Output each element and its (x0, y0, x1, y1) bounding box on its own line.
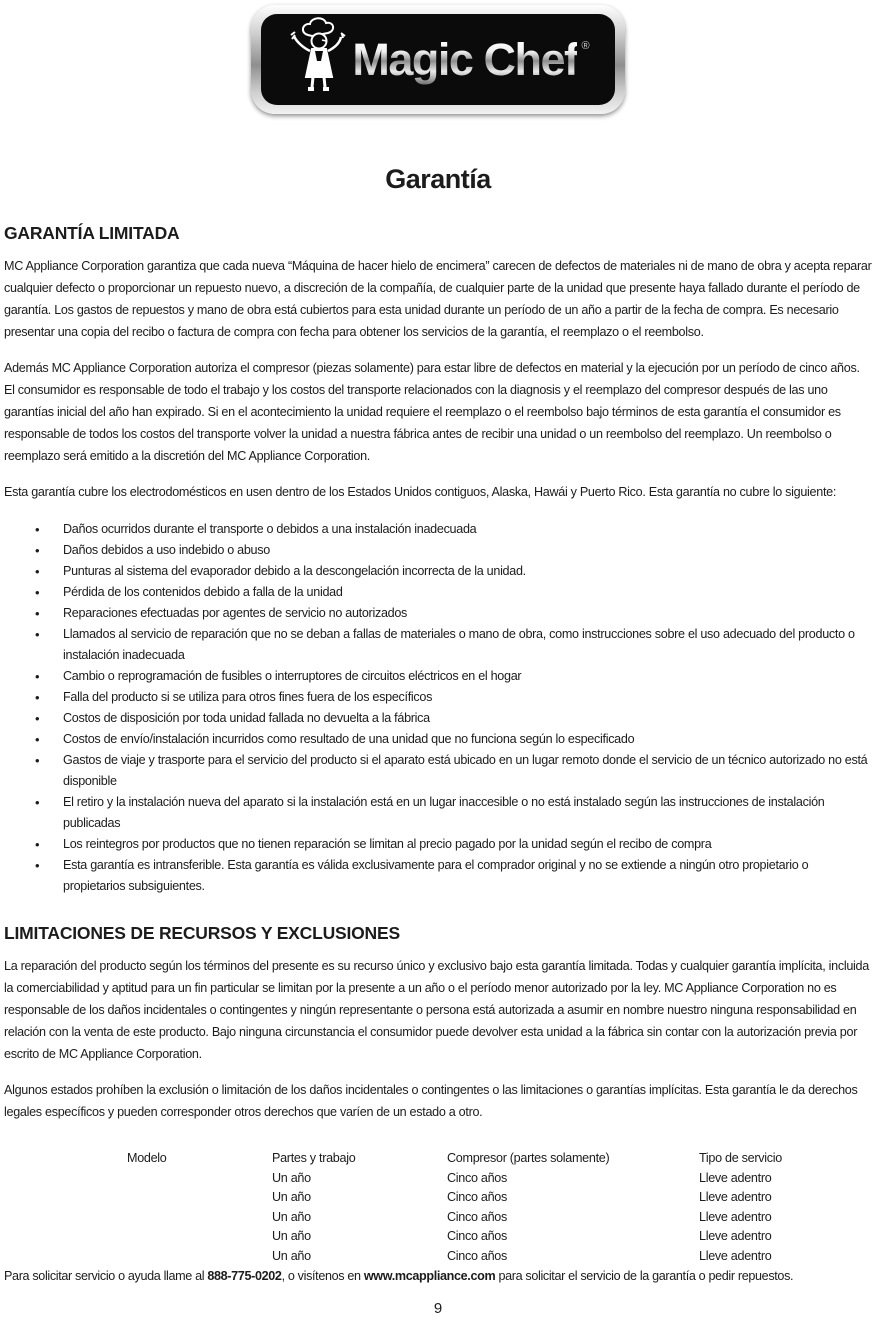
table-cell (127, 1188, 272, 1208)
table-cell: Cinco años (447, 1190, 508, 1204)
table-cell: Un año (272, 1209, 311, 1224)
table-cell (127, 1169, 272, 1189)
exclusion-item: • Reparaciones efectuadas por agentes de servicio no autorizados (35, 603, 872, 624)
exclusion-item: • Los reintegros por productos que no tienen reparación se limitan al precio pagado por la unidad según el recibo de compra (35, 834, 872, 855)
service-text-after: para solicitar el servicio de la garantía o pedir repuestos. (495, 1269, 794, 1283)
table-cell: Un año (272, 1170, 311, 1185)
table-header-modelo: Modelo (127, 1151, 167, 1165)
service-text-before-phone: Para solicitar servicio o ayuda llame al (4, 1269, 208, 1283)
page-number: 9 (433, 1300, 443, 1317)
magic-chef-logo (251, 5, 625, 114)
table-cell: Lleve adentro (699, 1190, 772, 1204)
exclusion-item: • Llamados al servicio de reparación que no se deban a fallas de materiales o mano de obra, como instrucciones sobre el uso adecuado del producto o instalación inadecuada (35, 624, 872, 666)
table-cell: Cinco años (447, 1209, 508, 1224)
limited-warranty-paragraph: Además MC Appliance Corporation autoriza el compresor (piezas solamente) para estar libre de defectos en material y la ejecución por un período de cinco años. El consumidor es responsable de todo el trabajo y los costos del transporte relacionados con la diagnosis y el reemplazo del compresor después de las uno garantías inicial del año han expirado. Si en el acontecimiento la unidad requiere el reemplazo o el reembolso bajo términos de esta garantía el consumidor es responsable de todos los costos del transporte volver la unidad a nuestra fábrica antes de recibir una unidad o un reembolso del reemplazo. Un reembolso o reemplazo será emitido a la discretión del MC Appliance Corporation. (4, 361, 860, 463)
table-header-compresor: Compresor (partes solamente) (447, 1151, 610, 1165)
table-cell: Cinco años (447, 1229, 508, 1243)
exclusion-item: • Cambio o reprogramación de fusibles o interruptores de circuitos eléctricos en el hogar (35, 666, 872, 687)
service-website: www.mcappliance.com (363, 1269, 496, 1283)
table-header-partes: Partes y trabajo (272, 1151, 356, 1165)
table-cell: Cinco años (447, 1170, 508, 1185)
magic-chef-logo-plate (261, 14, 615, 105)
brand-wordmark: Magic Chef (352, 33, 578, 85)
limited-warranty-paragraph: Esta garantía cubre los electrodomésticos en usen dentro de los Estados Unidos contiguos, Alaska, Hawái y Puerto Rico. Esta garantía no cubre lo siguiente: (4, 485, 837, 499)
footer (4, 1266, 872, 1323)
limitations-heading: LIMITACIONES DE RECURSOS Y EXCLUSIONES (4, 923, 400, 943)
exclusion-item: • Punturas al sistema del evaporador debido a la descongelación incorrecta de la unidad. (35, 561, 872, 582)
limitations-paragraph: Algunos estados prohíben la exclusión o limitación de los daños incidentales o contingentes o las limitaciones o garantías implícitas. Esta garantía le da derechos legales específicos y pueden corresponder otros derechos que varíen de un estado a otro. (4, 1083, 858, 1119)
table-cell: Lleve adentro (699, 1170, 772, 1185)
table-cell: Lleve adentro (699, 1229, 772, 1243)
table-cell (127, 1227, 272, 1247)
table-cell: Un año (272, 1229, 311, 1243)
table-cell (127, 1247, 272, 1267)
warranty-coverage-table (127, 1149, 872, 1266)
table-cell: Lleve adentro (699, 1248, 772, 1263)
service-phone-number: 888-775-0202 (207, 1269, 282, 1283)
exclusion-item: • Esta garantía es intransferible. Esta garantía es válida exclusivamente para el comprador original y no se extiende a ningún otro propietario o propietarios subsiguientes. (35, 855, 872, 897)
exclusion-item: • El retiro y la instalación nueva del aparato si la instalación está en un lugar inaccesible o no está instalado según las instrucciones de instalación publicadas (35, 792, 872, 834)
table-header-tipo: Tipo de servicio (699, 1151, 782, 1165)
exclusion-item: • Falla del producto si se utiliza para otros fines fuera de los específicos (35, 687, 872, 708)
exclusion-item: • Costos de envío/instalación incurridos como resultado de una unidad que no funciona según lo especificado (35, 729, 872, 750)
service-contact-line (4, 1266, 872, 1286)
exclusion-item: • Pérdida de los contenidos debido a falla de la unidad (35, 582, 872, 603)
limited-warranty-heading: GARANTÍA LIMITADA (4, 223, 180, 243)
limited-warranty-paragraph: MC Appliance Corporation garantiza que cada nueva “Máquina de hacer hielo de encimera” carecen de defectos de materiales ni de mano de obra y acepta reparar cualquier defecto o proporcionar un repuesto nuevo, a discreción de la compañía, de cualquier parte de la unidad que presente haya fallado durante el período de garantía. Los gastos de repuestos y mano de obra está cubiertos para esta unidad durante un período de un año a partir de la fecha de compra. Es necesario presentar una copia del recibo o factura de compra con fecha para obtener los servicios de la garantía, el reemplazo o el reembolso. (4, 259, 872, 339)
table-cell (127, 1208, 272, 1228)
exclusion-item: • Gastos de viaje y trasporte para el servicio del producto si el aparato está ubicado en un lugar remoto donde el servicio de un técnico autorizado no está disponible (35, 750, 872, 792)
table-cell: Un año (272, 1190, 311, 1204)
exclusion-item: • Daños debidos a uso indebido o abuso (35, 540, 872, 561)
warranty-exclusions-list (4, 519, 872, 897)
chef-mascot-icon (286, 15, 348, 97)
logo-container (4, 5, 872, 114)
table-cell: Un año (272, 1248, 311, 1263)
exclusion-item: • Daños ocurridos durante el transporte o debidos a una instalación inadecuada (35, 519, 872, 540)
table-cell: Cinco años (447, 1248, 508, 1263)
page-title: Garantía (385, 164, 491, 194)
registered-trademark-symbol: ® (581, 40, 590, 52)
service-text-between: , o visítenos en (281, 1269, 364, 1283)
limitations-paragraph: La reparación del producto según los términos del presente es su recurso único y exclusivo bajo esta garantía limitada. Todas y cualquier garantía implícita, incluida la comerciabilidad y aptitud para un fin particular se limitan por la presente a un año o el período menor autorizado por la ley. MC Appliance Corporation no es responsable de los daños incidentales o contingentes y ningún representante o persona está autorizada a asumir en nombre nuestro ninguna responsabilidad en relación con la venta de este producto. Bajo ninguna circunstancia el consumidor puede devolver esta unidad a la fábrica sin contar con la autorización previa por escrito de MC Appliance Corporation. (4, 959, 869, 1061)
exclusion-item: • Costos de disposición por toda unidad fallada no devuelta a la fábrica (35, 708, 872, 729)
table-cell: Lleve adentro (699, 1209, 772, 1224)
